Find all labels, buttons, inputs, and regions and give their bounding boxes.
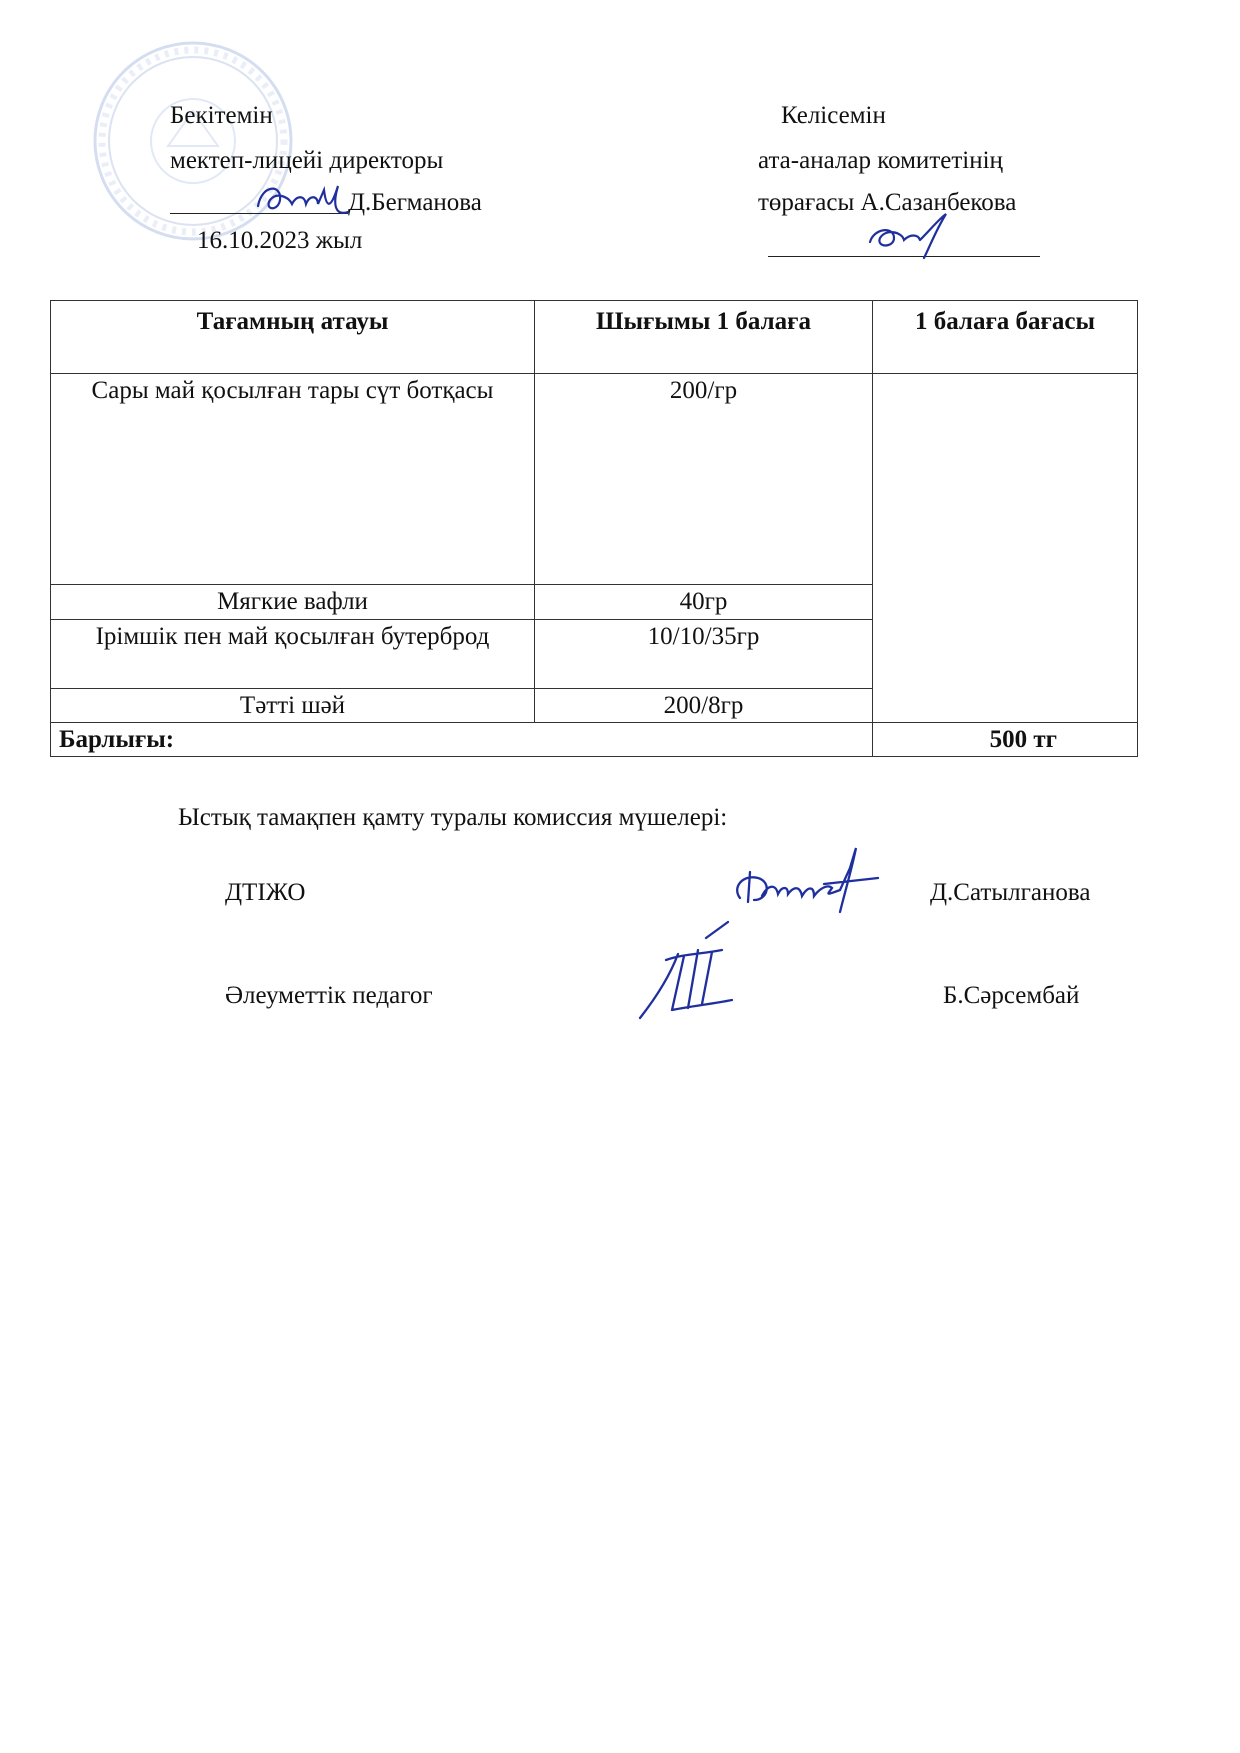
total-value: 500 тг	[873, 723, 1138, 757]
dish-name: Тәтті шәй	[51, 689, 535, 723]
approval-date: 16.10.2023 жыл	[197, 227, 363, 254]
agreement-position-line1: ата-аналар комитетінің	[758, 147, 1003, 174]
dish-portion: 200/8гр	[535, 689, 873, 723]
member-signature	[632, 920, 742, 1020]
member-name: Б.Сәрсембай	[943, 982, 1080, 1009]
header-price: 1 балаға бағасы	[873, 301, 1138, 374]
approval-signer: Д.Бегманова	[348, 189, 482, 216]
director-signature	[252, 176, 352, 226]
dish-name: Мягкие вафли	[51, 585, 535, 620]
agreement-position-line2: төрағасы А.Сазанбекова	[758, 189, 1017, 216]
agreement-heading: Келісемін	[781, 102, 886, 129]
dish-portion: 10/10/35гр	[535, 620, 873, 689]
menu-table	[50, 300, 1138, 757]
total-row	[51, 723, 1138, 757]
total-label: Барлығы:	[51, 723, 873, 757]
header-dish-name: Тағамның атауы	[51, 301, 535, 374]
member-role: Әлеуметтік педагог	[225, 982, 433, 1009]
approval-position: мектеп-лицейі директоры	[170, 147, 444, 174]
price-cell	[873, 374, 1138, 723]
dish-name: Сары май қосылған тары сүт ботқасы	[51, 374, 535, 585]
dish-portion: 200/гр	[535, 374, 873, 585]
member-signature	[728, 838, 898, 918]
table-header-row	[51, 301, 1138, 374]
committee-signature	[860, 210, 970, 265]
table-row	[51, 374, 1138, 585]
dish-portion: 40гр	[535, 585, 873, 620]
header-portion: Шығымы 1 балаға	[535, 301, 873, 374]
dish-name: Ірімшік пен май қосылған бутерброд	[51, 620, 535, 689]
approval-heading: Бекітемін	[170, 102, 273, 129]
member-name: Д.Сатылганова	[930, 879, 1091, 906]
commission-title: Ыстық тамақпен қамту туралы комиссия мүшелері:	[178, 804, 728, 831]
member-role: ДТІЖО	[225, 879, 306, 906]
